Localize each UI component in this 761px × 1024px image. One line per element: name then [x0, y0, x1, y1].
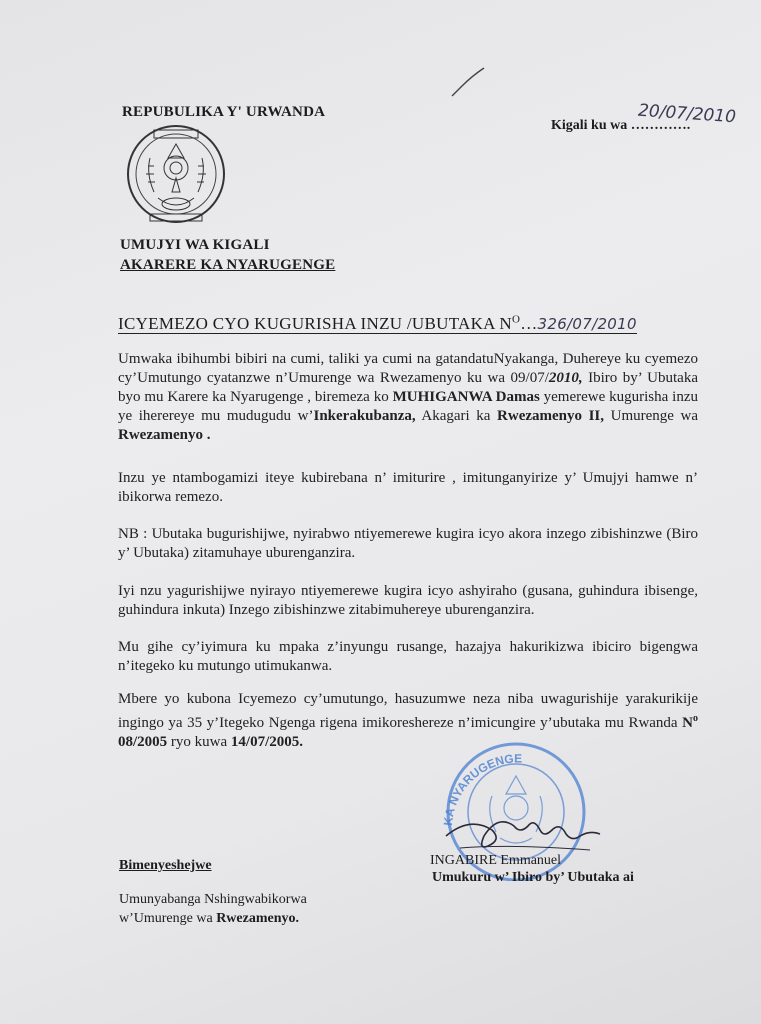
republic-heading: REPUBULIKA Y' URWANDA [122, 104, 326, 120]
paragraph-nb: NB : Ubutaka bugurishijwe, nyirabwo ntiyemerewe kugira icyo akora inzego zibishinzwe (Biro y’ Ubutaka) zitamuhaye uburenganzira. [118, 526, 698, 561]
signatory-role: Umukuru w’ Ibiro by’ Ubutaka ai [432, 870, 634, 885]
place-date-label: Kigali ku wa …………. [551, 118, 691, 133]
signatory-name: INGABIRE Emmanuel [430, 853, 562, 868]
handwritten-date: 20/07/2010 [637, 100, 737, 128]
paragraph-2: Inzu ye ntambogamizi iteye kubirebana n’ imiturire , imitunganyirize y’ Umujyi hamwe n’ ibikorwa remezo. [118, 470, 698, 505]
paragraph-4: Iyi nzu yagurishijwe nyirayo ntiyemerewe kugira icyo ashyiraho (gusana, guhindura ibisenge, guhindura inkuta) Inzego zibishinzwe zitabimuhereye uburenganzira. [118, 583, 698, 618]
handwritten-tick [448, 64, 488, 100]
secretary-title-line1: Umunyabanga Nshingwabikorwa [119, 892, 307, 907]
district-heading: AKARERE KA NYARUGENGE [120, 257, 336, 273]
svg-text:KA NYARUGENGE: KA NYARUGENGE [440, 751, 523, 827]
paragraph-1: Umwaka ibihumbi bibiri na cumi, taliki ya cumi na gatandatuNyakanga, Duhereye ku cyemezo cy’Umutungo cyatanzwe n’Umurenge wa Rwezamenyo ku wa 09/07/2010, Ibiro by’ Ubutaka byo mu Karere ka Nyarugenge , biremeza ko MUHIGANWA Damas yemerewe kugurisha inzu ye iherereye mu mudugudu w’Inkerakubanza, Akagari ka Rwezamenyo II, Umurenge wa Rwezamenyo . [118, 351, 699, 443]
handwritten-certificate-number: 326/07/2010 [537, 314, 637, 333]
paragraph-6: Mbere yo kubona Icyemezo cy’umutungo, hasuzumwe neza niba uwagurishije yarakurikije ingingo ya 35 y’Itegeko Ngenga rigena imikoreshereze n’imicungire y’ubutaka mu Rwanda $N^o$ 08/2005 ryo kuwa 14/07/2005. [118, 691, 698, 750]
acknowledgement-heading: Bimenyeshejwe [119, 858, 212, 873]
city-heading: UMUJYI WA KIGALI [120, 237, 270, 253]
coat-of-arms-emblem [124, 122, 228, 232]
document-title: ICYEMEZO CYO KUGURISHA INZU /UBUTAKA $N^O\dots 326/07/2010$ [118, 313, 637, 333]
paragraph-5: Mu gihe cy’iyimura ku mpaka z’inyungu rusange, hazajya hakurikizwa ibiciro bigengwa n’itegeko ku mutungo utimukanwa. [118, 639, 698, 674]
secretary-title-line2: w’Umurenge wa Rwezamenyo. [119, 911, 299, 926]
